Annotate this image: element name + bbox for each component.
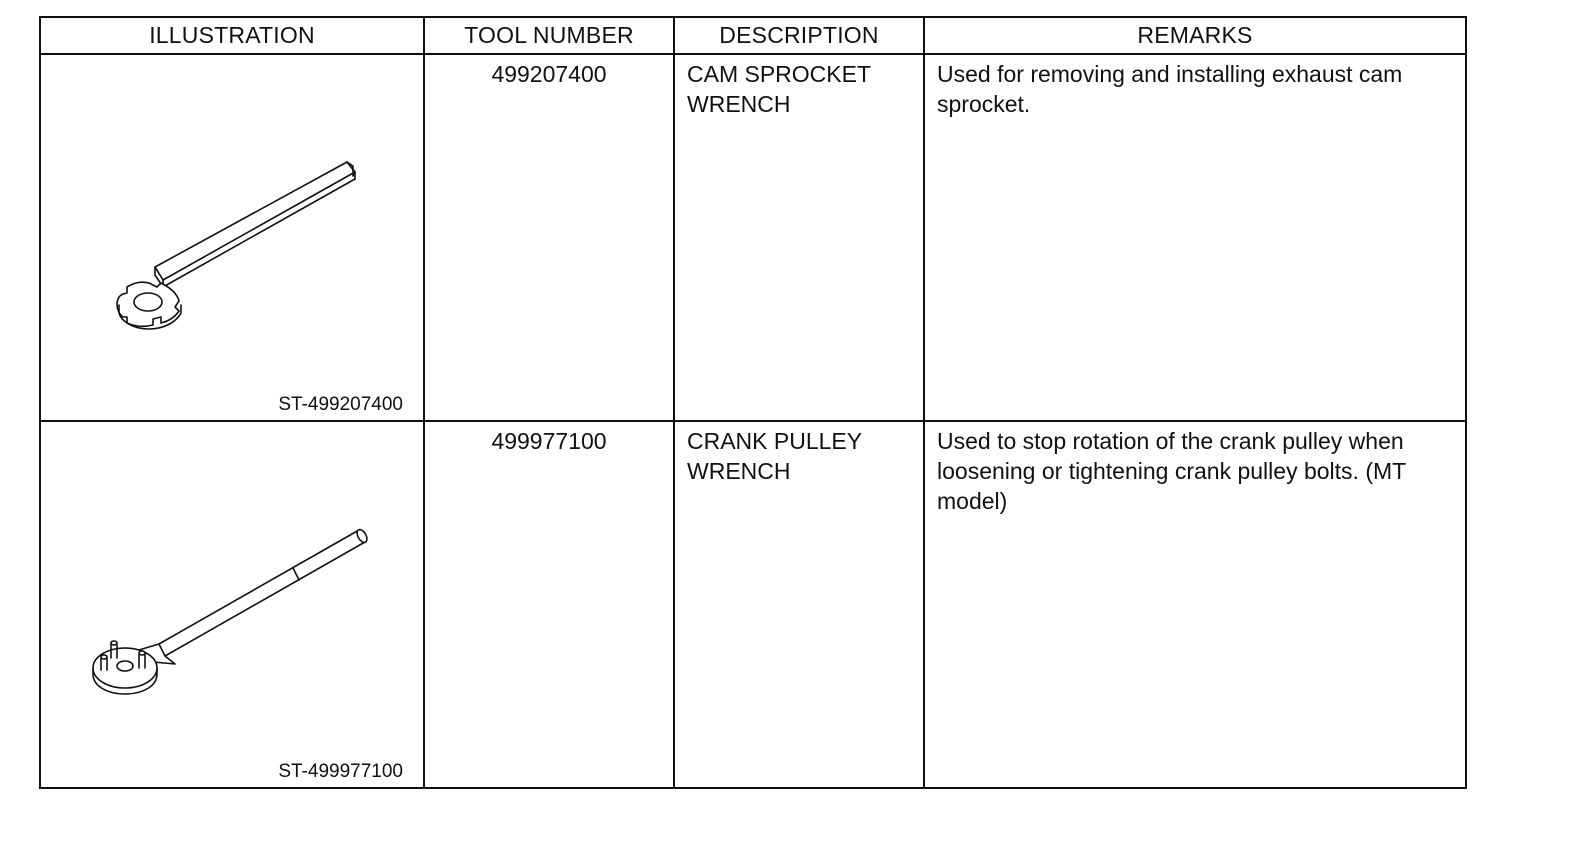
illustration-cell (40, 54, 424, 421)
description-line: WRENCH (687, 91, 791, 117)
header-remarks: REMARKS (924, 17, 1466, 54)
special-tools-table (39, 16, 1467, 789)
header-tool-number: TOOL NUMBER (424, 17, 674, 54)
description-line: WRENCH (687, 458, 791, 484)
header-illustration: ILLUSTRATION (40, 17, 424, 54)
remarks-cell: Used to stop rotation of the crank pulley when loosening or tightening crank pulley bolts. (MT model) (924, 421, 1466, 788)
tool-number-cell: 499977100 (424, 421, 674, 788)
description-line: CRANK PULLEY (687, 428, 863, 454)
illustration-code: ST-499977100 (278, 761, 403, 782)
description-cell (674, 54, 924, 421)
table-header-row (40, 17, 1466, 54)
crank-pulley-wrench-drawing (41, 422, 423, 783)
remarks-cell: Used for removing and installing exhaust cam sprocket. (924, 54, 1466, 421)
description-line: CAM SPROCKET (687, 61, 872, 87)
illustration-code: ST-499207400 (278, 394, 403, 415)
illustration-cell (40, 421, 424, 788)
cam-sprocket-wrench-drawing (41, 55, 423, 416)
description-cell (674, 421, 924, 788)
table-row (40, 54, 1466, 421)
table-row (40, 421, 1466, 788)
tool-number-cell: 499207400 (424, 54, 674, 421)
header-description: DESCRIPTION (674, 17, 924, 54)
